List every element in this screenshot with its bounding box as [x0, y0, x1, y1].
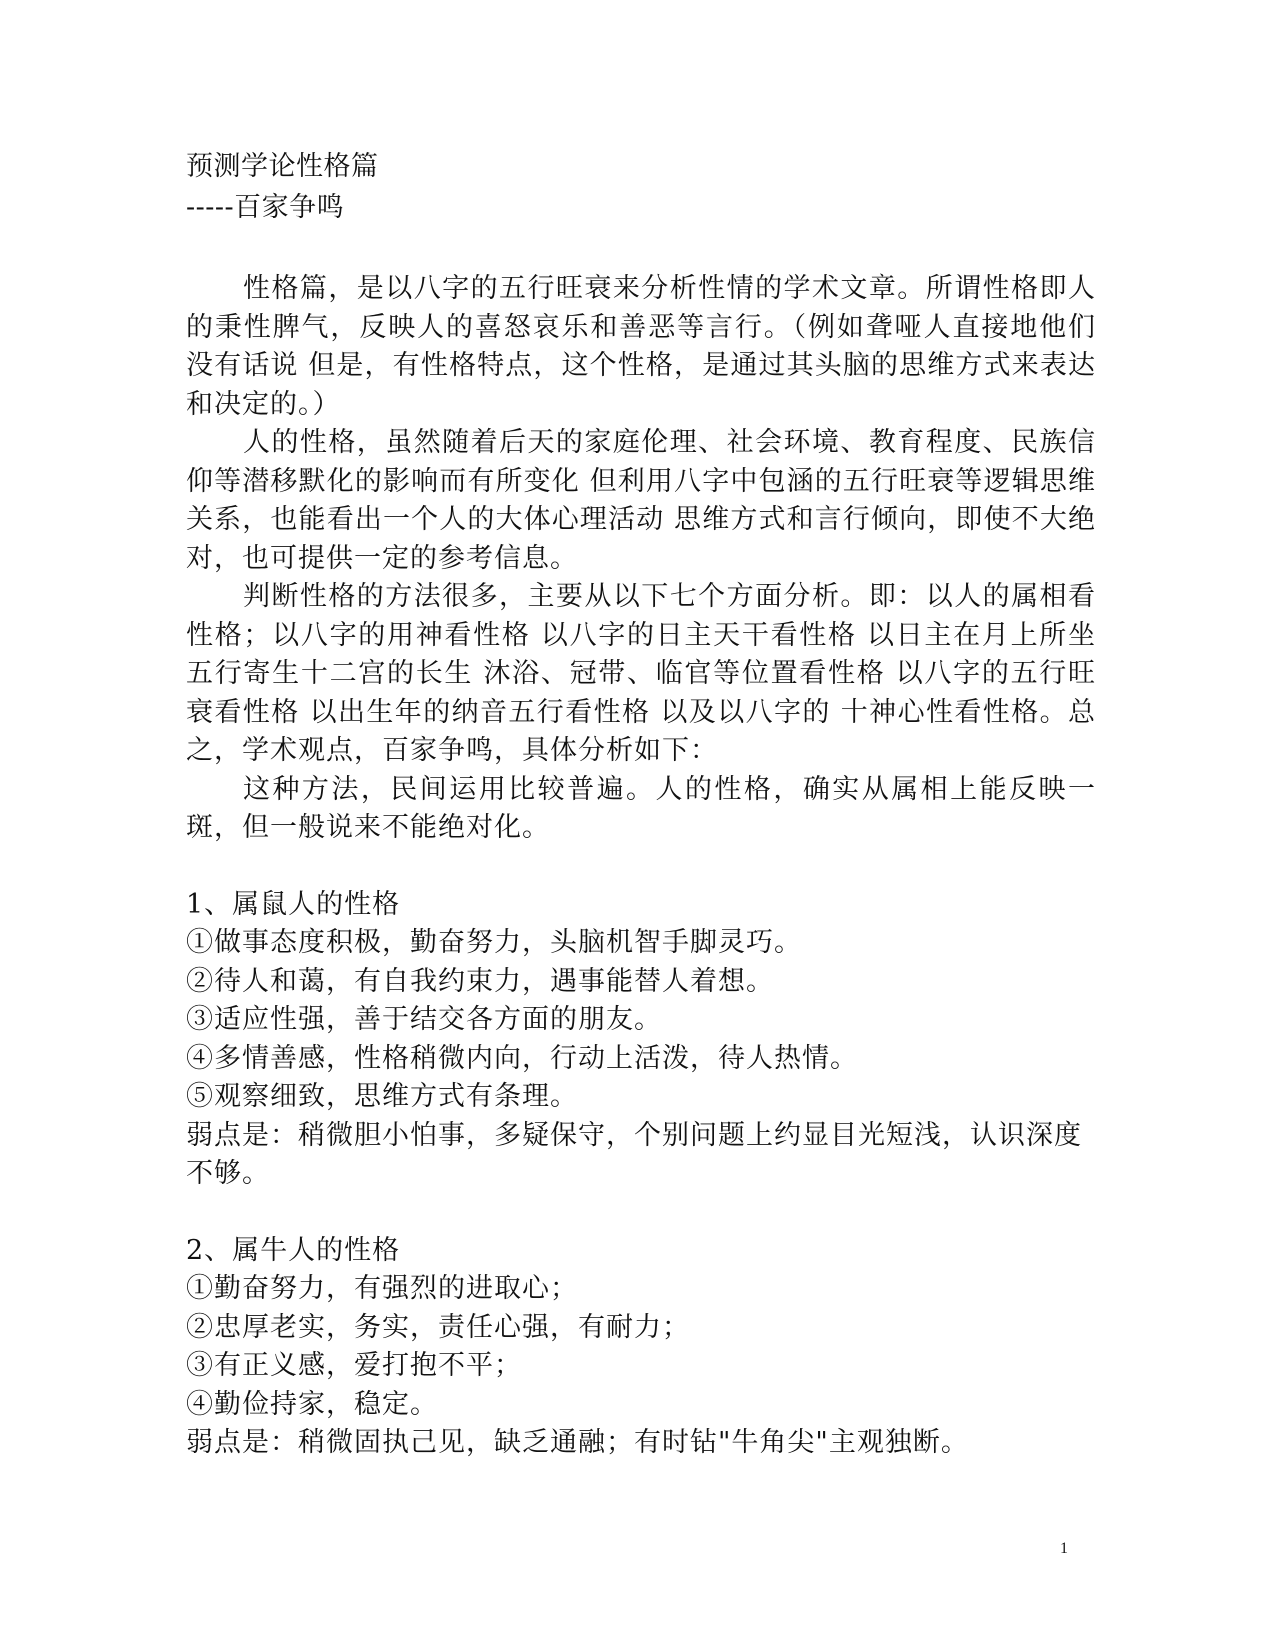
- list-item: ①做事态度积极，勤奋努力，头脑机智手脚灵巧。: [186, 927, 802, 958]
- list-item: ③有正义感，爱打抱不平；: [186, 1350, 522, 1381]
- body-paragraph: 人的性格，虽然随着后天的家庭伦理、社会环境、教育程度、民族信仰等潜移默化的影响而有所变化 但利用八字中包涵的五行旺衰等逻辑思维关系，也能看出一个人的大体心理活动 思维方式和言行倾向，即使不大绝对，也可提供一定的参考信息。: [186, 427, 1096, 574]
- document-body: [186, 146, 1096, 1463]
- list-item: ①勤奋努力，有强烈的进取心；: [186, 1273, 578, 1304]
- body-paragraph: 判断性格的方法很多，主要从以下七个方面分析。即：以人的属相看性格；以八字的用神看性格 以八字的日主天干看性格 以日主在月上所坐五行寄生十二宫的长生 沐浴、冠带、临官等位置看性格 以八字的五行旺衰看性格 以出生年的纳音五行看性格 以及以八字的 十神心性看性格。总之，学术观点，百家争鸣，具体分析如下：: [186, 581, 1096, 766]
- section-heading: 1、属鼠人的性格: [186, 888, 401, 920]
- list-item: ②待人和蔼，有自我约束力，遇事能替人着想。: [186, 965, 774, 997]
- body-paragraph: 这种方法，民间运用比较普遍。人的性格，确实从属相上能反映一斑，但一般说来不能绝对化。: [186, 773, 1096, 843]
- section-heading: 2、属牛人的性格: [186, 1234, 401, 1266]
- document-title: 预测学论性格篇: [186, 151, 379, 182]
- list-item: ⑤观察细致，思维方式有条理。: [186, 1081, 578, 1112]
- weakness-text: 弱点是：稍微胆小怕事，多疑保守，个别问题上约显目光短浅，认识深度不够。: [186, 1119, 1082, 1189]
- page-number: 1: [1060, 1540, 1068, 1557]
- document-subtitle: -----百家争鸣: [186, 192, 345, 223]
- section-ox: [186, 1232, 1096, 1463]
- list-item: ②忠厚老实，务实，责任心强，有耐力；: [186, 1311, 690, 1343]
- section-rat: [186, 886, 1096, 1194]
- weakness-text: 弱点是：稍微固执己见，缺乏通融；有时钻"牛角尖"主观独断。: [186, 1427, 969, 1458]
- spacer: [186, 228, 1096, 270]
- list-item: ④勤俭持家，稳定。: [186, 1388, 438, 1420]
- intro-paragraph: 性格篇，是以八字的五行旺衰来分析性情的学术文章。所谓性格即人的秉性脾气，反映人的喜怒哀乐和善恶等言行。（例如聋哑人直接地他们没有话说 但是，有性格特点，这个性格，是通过其头脑的思维方式来表达和决定的。）: [186, 273, 1096, 420]
- list-item: ③适应性强，善于结交各方面的朋友。: [186, 1004, 662, 1035]
- list-item: ④多情善感，性格稍微内向，行动上活泼，待人热情。: [186, 1042, 858, 1074]
